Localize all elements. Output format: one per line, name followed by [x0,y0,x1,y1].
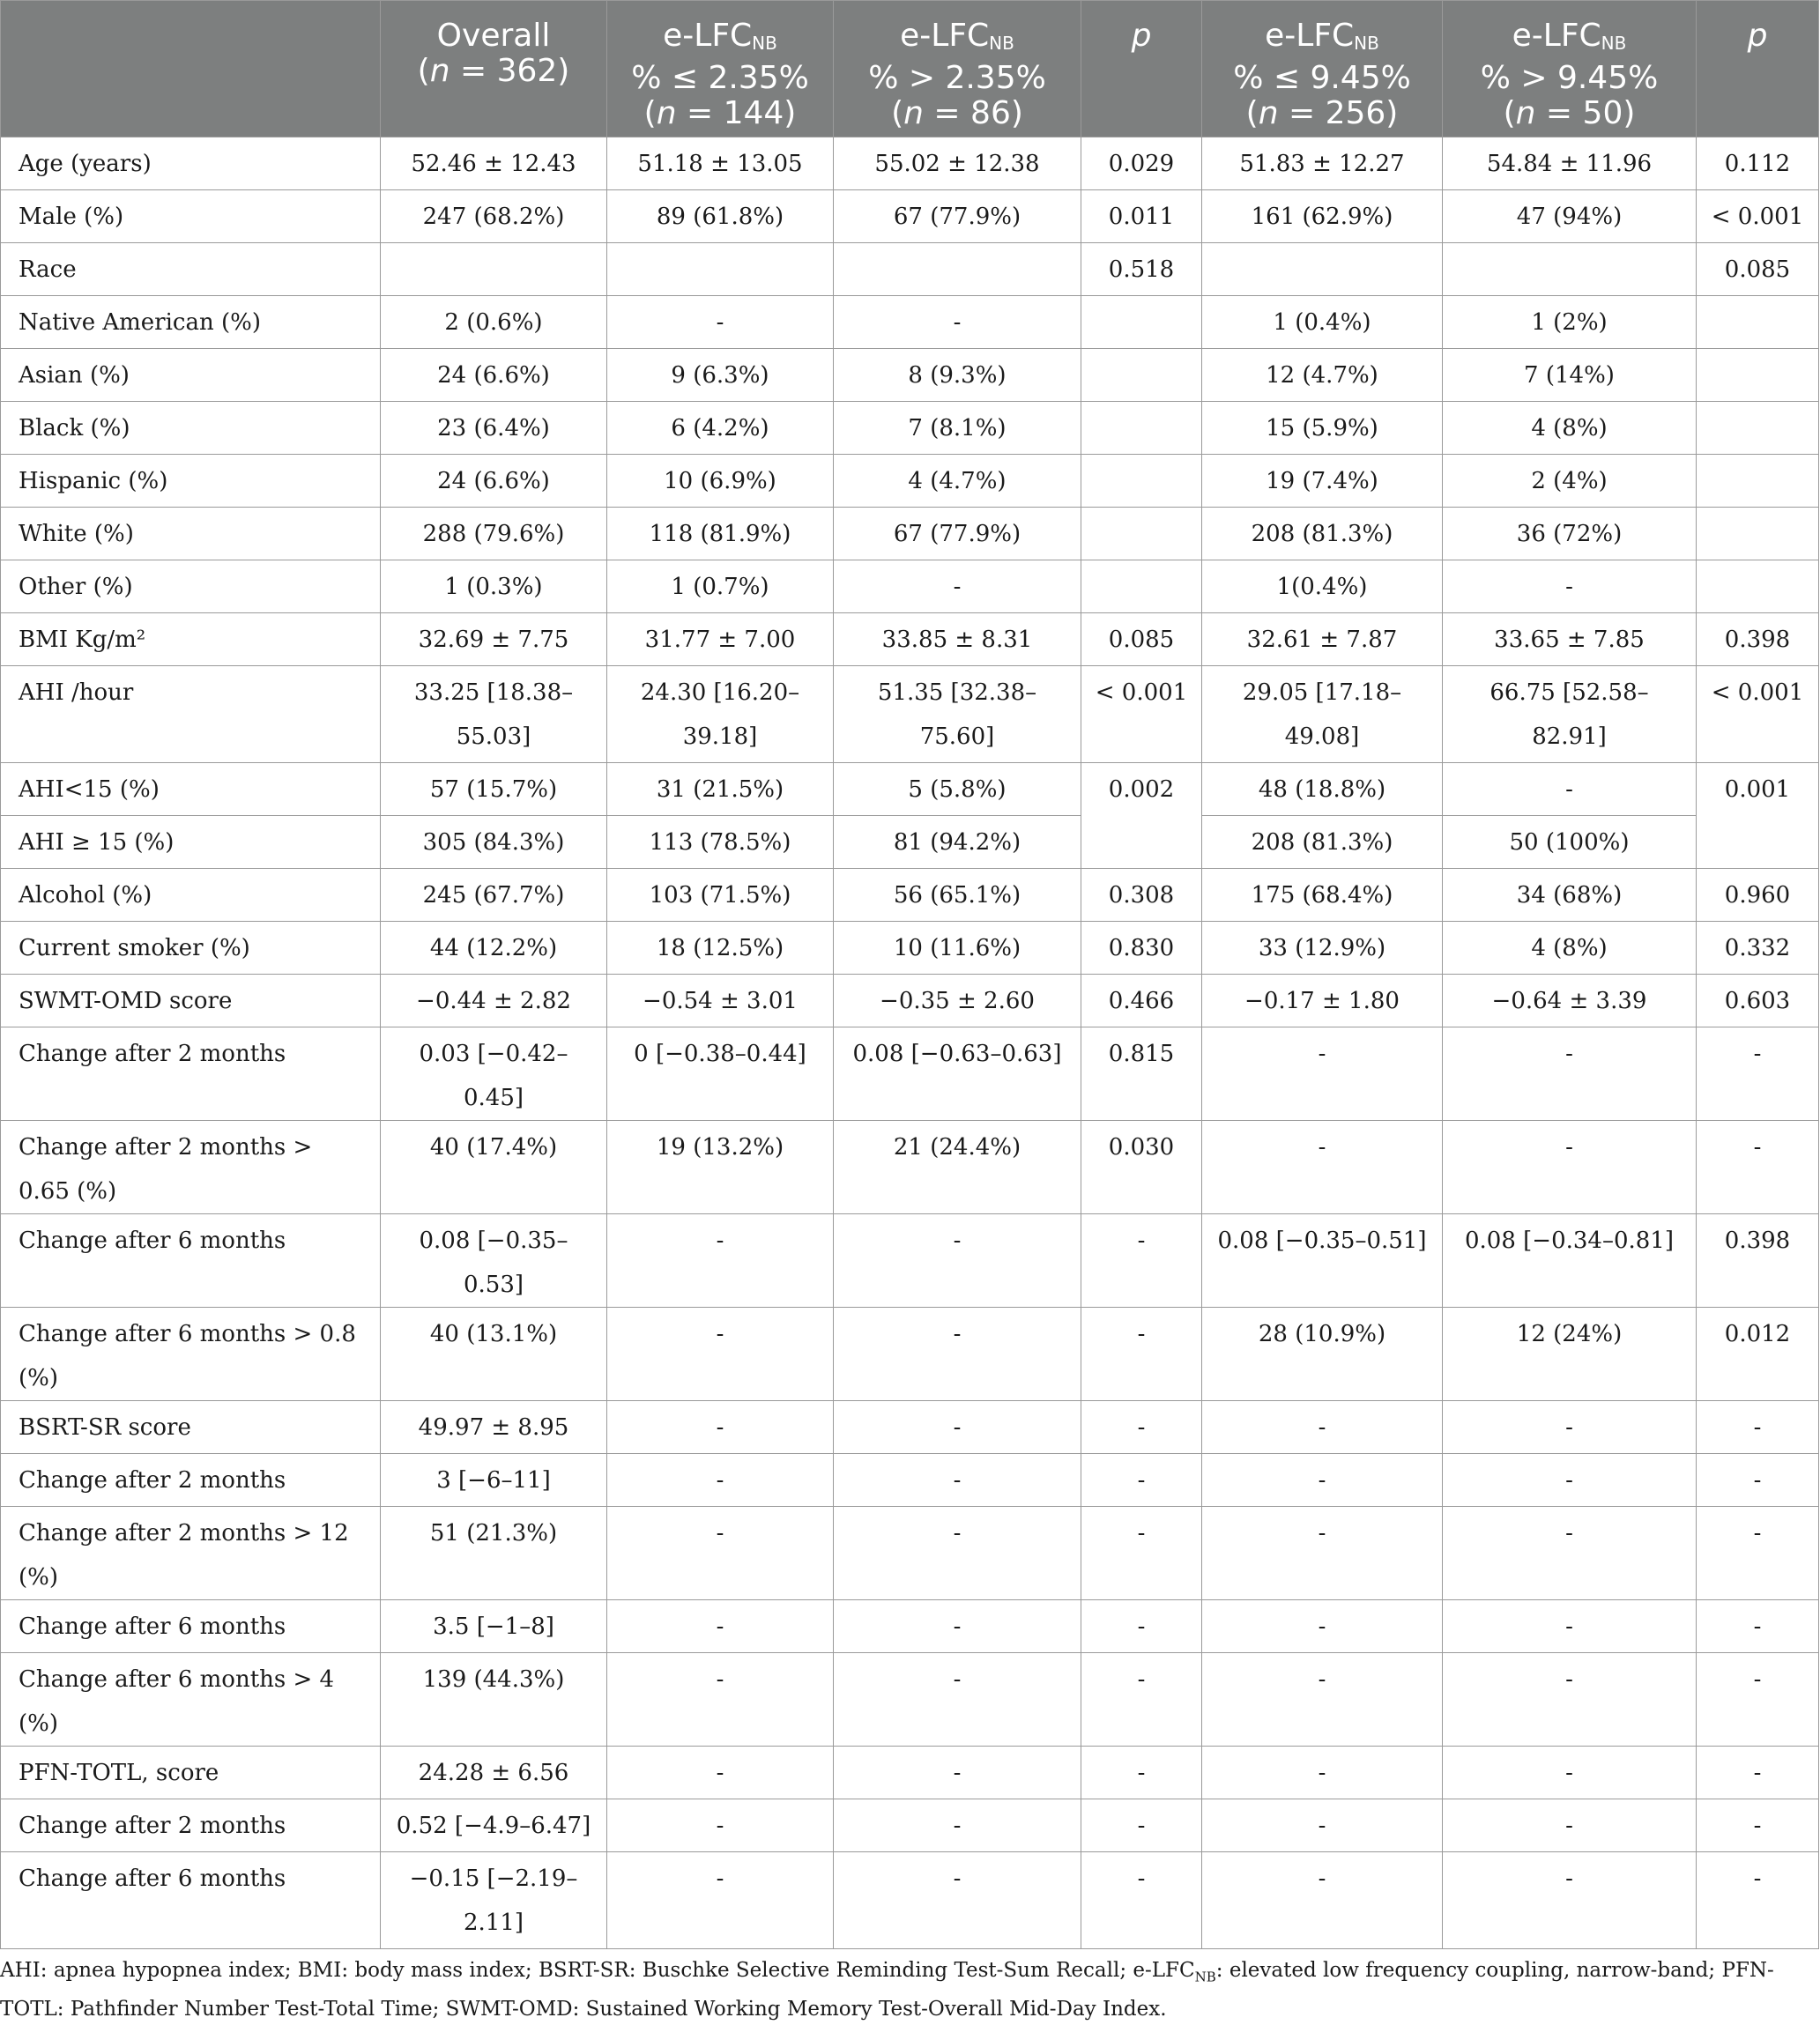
table-cell: - [1443,1799,1697,1852]
table-cell: - [1443,1507,1697,1600]
table-cell: - [1697,1454,1819,1507]
table-cell: - [1081,1454,1202,1507]
table-row [1,1308,1819,1401]
table-cell: −0.64 ± 3.39 [1443,975,1697,1027]
table-cell: 29.05 [17.18–49.08] [1202,666,1443,763]
table-cell: 0.011 [1081,190,1202,243]
table-cell: 19 (13.2%) [607,1121,834,1214]
row-label: Change after 6 months > 4 (%) [1,1653,381,1747]
table-cell: 33.25 [18.38–55.03] [381,666,607,763]
header-blank [1,1,381,137]
table-cell: 50 (100%) [1443,816,1697,869]
table-row [1,137,1819,190]
table-cell: - [1443,1600,1697,1653]
table-cell: - [1443,1401,1697,1454]
row-label: Race [1,243,381,296]
table-cell: 0.03 [−0.42–0.45] [381,1027,607,1121]
table-cell: - [834,1454,1081,1507]
table-cell: - [1697,1852,1819,1949]
row-label: Change after 2 months > 12 (%) [1,1507,381,1600]
table-cell: 66.75 [52.58–82.91] [1443,666,1697,763]
row-label: PFN-TOTL, score [1,1747,381,1799]
table-cell: 1 (0.3%) [381,560,607,613]
table-row [1,1653,1819,1747]
table-cell: - [834,1214,1081,1308]
table-row [1,1027,1819,1121]
table-cell: 24.30 [16.20–39.18] [607,666,834,763]
table-row [1,922,1819,975]
table-cell [1202,243,1443,296]
row-label: AHI<15 (%) [1,763,381,816]
table-cell: 305 (84.3%) [381,816,607,869]
table-cell: 0.603 [1697,975,1819,1027]
table-cell: - [607,1401,834,1454]
table-cell: 5 (5.8%) [834,763,1081,816]
row-label: Hispanic (%) [1,455,381,508]
row-label: Alcohol (%) [1,869,381,922]
table-row [1,243,1819,296]
table-cell: < 0.001 [1697,666,1819,763]
table-cell: 36 (72%) [1443,508,1697,560]
table-cell: 113 (78.5%) [607,816,834,869]
table-cell [1081,455,1202,508]
table-cell: 1 (2%) [1443,296,1697,349]
row-label: Other (%) [1,560,381,613]
table-row [1,349,1819,402]
table-row [1,1507,1819,1600]
table-cell: 208 (81.3%) [1202,816,1443,869]
table-cell: - [1697,1653,1819,1747]
table-cell: 4 (8%) [1443,402,1697,455]
table-cell: 32.61 ± 7.87 [1202,613,1443,666]
row-label: Male (%) [1,190,381,243]
table-cell: 0.308 [1081,869,1202,922]
table-cell: −0.15 [−2.19–2.11] [381,1852,607,1949]
table-cell: −0.17 ± 1.80 [1202,975,1443,1027]
table-cell: 175 (68.4%) [1202,869,1443,922]
table-cell: 31.77 ± 7.00 [607,613,834,666]
table-cell: 57 (15.7%) [381,763,607,816]
table-cell: 24 (6.6%) [381,455,607,508]
row-label: White (%) [1,508,381,560]
header-group-high-945: $e-LFC_{NB}$ % > 9.45% (n = 50) [1443,1,1697,137]
row-label: Black (%) [1,402,381,455]
header-overall: Overall (n = 362) [381,1,607,137]
table-cell: 0.960 [1697,869,1819,922]
table-cell: < 0.001 [1697,190,1819,243]
table-cell: - [1202,1747,1443,1799]
table-cell: −0.44 ± 2.82 [381,975,607,1027]
table-cell: < 0.001 [1081,666,1202,763]
table-cell: 81 (94.2%) [834,816,1081,869]
table-cell: 0.001 [1697,763,1819,869]
table-cell: 0.08 [−0.35–0.53] [381,1214,607,1308]
table-cell: 118 (81.9%) [607,508,834,560]
table-cell: 49.97 ± 8.95 [381,1401,607,1454]
table-cell: 0.830 [1081,922,1202,975]
table-cell: 0.466 [1081,975,1202,1027]
table-cell: 7 (14%) [1443,349,1697,402]
table-row [1,1401,1819,1454]
table-cell: - [1202,1507,1443,1600]
table-cell: 0.08 [−0.35–0.51] [1202,1214,1443,1308]
table-cell [1081,296,1202,349]
table-cell [1697,560,1819,613]
table-cell: 31 (21.5%) [607,763,834,816]
row-label: Change after 2 months [1,1454,381,1507]
table-cell: - [834,1747,1081,1799]
table-cell: 8 (9.3%) [834,349,1081,402]
table-cell [1697,402,1819,455]
table-cell: 288 (79.6%) [381,508,607,560]
table-cell: - [1697,1121,1819,1214]
table-cell: - [1697,1799,1819,1852]
table-cell: - [1081,1653,1202,1747]
table-cell: 10 (11.6%) [834,922,1081,975]
table-cell: 51 (21.3%) [381,1507,607,1600]
header-group-high-235: $e-LFC_{NB}$ % > 2.35% (n = 86) [834,1,1081,137]
table-cell: 3 [−6–11] [381,1454,607,1507]
table-cell: - [1202,1401,1443,1454]
table-cell [834,243,1081,296]
table-cell: 161 (62.9%) [1202,190,1443,243]
table-cell: - [834,1653,1081,1747]
table-cell: - [1202,1454,1443,1507]
table-row [1,975,1819,1027]
table-row [1,296,1819,349]
table-cell: 9 (6.3%) [607,349,834,402]
table-cell: - [1443,1852,1697,1949]
table-cell: 21 (24.4%) [834,1121,1081,1214]
table-cell: - [607,1653,834,1747]
table-cell: - [607,1747,834,1799]
row-label: Change after 6 months [1,1852,381,1949]
table-cell: 3.5 [−1–8] [381,1600,607,1653]
row-label: Change after 6 months [1,1214,381,1308]
table-cell: - [1443,1454,1697,1507]
table-cell: 0 [−0.38–0.44] [607,1027,834,1121]
table-cell: 44 (12.2%) [381,922,607,975]
table-cell: 24 (6.6%) [381,349,607,402]
table-cell: 24.28 ± 6.56 [381,1747,607,1799]
table-cell: 247 (68.2%) [381,190,607,243]
row-label: Asian (%) [1,349,381,402]
table-cell: - [1081,1507,1202,1600]
table-cell: - [1081,1401,1202,1454]
row-label: AHI ≥ 15 (%) [1,816,381,869]
table-cell: - [607,1852,834,1949]
row-label: Change after 2 months [1,1799,381,1852]
table-cell: 139 (44.3%) [381,1653,607,1747]
table-cell: - [1697,1747,1819,1799]
table-cell: 0.52 [−4.9–6.47] [381,1799,607,1852]
table-cell: 33 (12.9%) [1202,922,1443,975]
table-cell: 0.112 [1697,137,1819,190]
table-cell: - [834,1401,1081,1454]
table-cell: - [1081,1214,1202,1308]
table-cell: 56 (65.1%) [834,869,1081,922]
table-cell: 19 (7.4%) [1202,455,1443,508]
table-cell: 0.815 [1081,1027,1202,1121]
table-cell: 1(0.4%) [1202,560,1443,613]
row-label: Change after 2 months > 0.65 (%) [1,1121,381,1214]
table-cell: 51.18 ± 13.05 [607,137,834,190]
table-cell: - [1443,763,1697,816]
table-cell: 0.085 [1697,243,1819,296]
table-cell: 0.518 [1081,243,1202,296]
table-row [1,666,1819,763]
table-cell: - [1081,1747,1202,1799]
table-cell: - [1202,1121,1443,1214]
table-cell [1697,508,1819,560]
table-cell [1081,349,1202,402]
table-cell: 33.85 ± 8.31 [834,613,1081,666]
table-cell: 0.398 [1697,1214,1819,1308]
table-cell: 40 (13.1%) [381,1308,607,1401]
table-cell [1697,455,1819,508]
table-cell: - [607,1454,834,1507]
table-cell: 1 (0.4%) [1202,296,1443,349]
table-cell: - [834,1308,1081,1401]
table-cell: 12 (4.7%) [1202,349,1443,402]
table-cell: −0.54 ± 3.01 [607,975,834,1027]
table-cell: - [1697,1401,1819,1454]
row-label: BSRT-SR score [1,1401,381,1454]
table-cell: - [1081,1308,1202,1401]
table-cell: 0.398 [1697,613,1819,666]
table-row [1,1852,1819,1949]
table-cell: 48 (18.8%) [1202,763,1443,816]
header-p-value-2: p [1697,1,1819,137]
table-cell [1081,508,1202,560]
table-cell: - [607,1507,834,1600]
table-cell: 54.84 ± 11.96 [1443,137,1697,190]
row-label: Current smoker (%) [1,922,381,975]
table-row [1,816,1819,869]
table-cell: - [1443,1747,1697,1799]
table-cell: 33.65 ± 7.85 [1443,613,1697,666]
table-cell: 0.08 [−0.63–0.63] [834,1027,1081,1121]
table-cell: 12 (24%) [1443,1308,1697,1401]
table-cell: - [834,1852,1081,1949]
table-cell: - [1443,1027,1697,1121]
table-cell: 4 (4.7%) [834,455,1081,508]
table-cell [1081,402,1202,455]
table-cell: - [834,1507,1081,1600]
table-cell: 0.030 [1081,1121,1202,1214]
table-cell: 4 (8%) [1443,922,1697,975]
table-row [1,1454,1819,1507]
row-label: Change after 6 months [1,1600,381,1653]
table-cell: - [607,1214,834,1308]
table-cell: - [1081,1852,1202,1949]
header-group-low-235: $e-LFC_{NB}$ % ≤ 2.35% (n = 144) [607,1,834,137]
table-row [1,1214,1819,1308]
table-cell: 67 (77.9%) [834,190,1081,243]
table-cell: - [1697,1027,1819,1121]
table-cell [1697,296,1819,349]
table-cell: 0.012 [1697,1308,1819,1401]
table-cell: 7 (8.1%) [834,402,1081,455]
row-label: BMI Kg/m² [1,613,381,666]
header-group-low-945: $e-LFC_{NB}$ % ≤ 9.45% (n = 256) [1202,1,1443,137]
table-cell: - [607,1600,834,1653]
table-cell: - [1697,1507,1819,1600]
table-header [1,1,1819,137]
table-footnote: AHI: apnea hypopnea index; BMI: body mass index; BSRT-SR: Buschke Selective Reminding Test-Sum Recall; $e-LFC_{NB}$: elevated low frequency coupling, narrow-band; PFN-TOTL: Pathfinder Number Test-Total Time; SWMT-OMD: Sustained Working Memory Test-Overall Mid-Day Index. [0,1959,1774,2021]
table-row [1,190,1819,243]
table-cell: 32.69 ± 7.75 [381,613,607,666]
table-row [1,613,1819,666]
table-cell: 34 (68%) [1443,869,1697,922]
table-row [1,455,1819,508]
table-cell: 51.35 [32.38–75.60] [834,666,1081,763]
table-row [1,560,1819,613]
table-row [1,763,1819,816]
table-cell: 55.02 ± 12.38 [834,137,1081,190]
table-row [1,508,1819,560]
table-row [1,1600,1819,1653]
table-cell: 1 (0.7%) [607,560,834,613]
table-row [1,1121,1819,1214]
table-cell: - [1202,1852,1443,1949]
table-cell: −0.35 ± 2.60 [834,975,1081,1027]
row-label: SWMT-OMD score [1,975,381,1027]
table-cell [1697,349,1819,402]
table-cell: - [1081,1600,1202,1653]
table-cell: - [1202,1027,1443,1121]
table-cell: 52.46 ± 12.43 [381,137,607,190]
table-cell: - [607,296,834,349]
table-cell: 0.332 [1697,922,1819,975]
row-label: Native American (%) [1,296,381,349]
row-label: Change after 6 months > 0.8 (%) [1,1308,381,1401]
table-cell: - [1443,560,1697,613]
table-row [1,869,1819,922]
row-label: Change after 2 months [1,1027,381,1121]
table-cell [1443,243,1697,296]
table-cell [1081,560,1202,613]
table-cell: 67 (77.9%) [834,508,1081,560]
table-cell: 40 (17.4%) [381,1121,607,1214]
table-cell [607,243,834,296]
table-cell: - [834,560,1081,613]
table-cell: 6 (4.2%) [607,402,834,455]
row-label: AHI /hour [1,666,381,763]
table-cell: - [1202,1653,1443,1747]
table-cell: 89 (61.8%) [607,190,834,243]
row-label: Age (years) [1,137,381,190]
table-cell: 0.08 [−0.34–0.81] [1443,1214,1697,1308]
table-cell: - [607,1799,834,1852]
table-cell: - [1443,1121,1697,1214]
table-cell: 0.002 [1081,763,1202,869]
table-cell: 0.085 [1081,613,1202,666]
table-body [1,137,1819,1949]
table-cell: 208 (81.3%) [1202,508,1443,560]
table-cell: 51.83 ± 12.27 [1202,137,1443,190]
table-row [1,1799,1819,1852]
table-cell: 18 (12.5%) [607,922,834,975]
table-cell: 2 (4%) [1443,455,1697,508]
table-cell [381,243,607,296]
table-cell: 2 (0.6%) [381,296,607,349]
table-cell: 103 (71.5%) [607,869,834,922]
table-cell: 47 (94%) [1443,190,1697,243]
table-cell: 23 (6.4%) [381,402,607,455]
table-cell: 0.029 [1081,137,1202,190]
table-row [1,402,1819,455]
table-row [1,1747,1819,1799]
table-cell: - [1081,1799,1202,1852]
table-cell: 10 (6.9%) [607,455,834,508]
table-cell: - [1697,1600,1819,1653]
table-cell: - [1202,1600,1443,1653]
table-cell: - [1443,1653,1697,1747]
table-cell: - [834,1799,1081,1852]
table-cell: - [607,1308,834,1401]
table-cell: - [834,296,1081,349]
table-cell: - [834,1600,1081,1653]
table-cell: 15 (5.9%) [1202,402,1443,455]
header-p-value-1: p [1081,1,1202,137]
table-cell: 28 (10.9%) [1202,1308,1443,1401]
table-cell: - [1202,1799,1443,1852]
table-cell: 245 (67.7%) [381,869,607,922]
